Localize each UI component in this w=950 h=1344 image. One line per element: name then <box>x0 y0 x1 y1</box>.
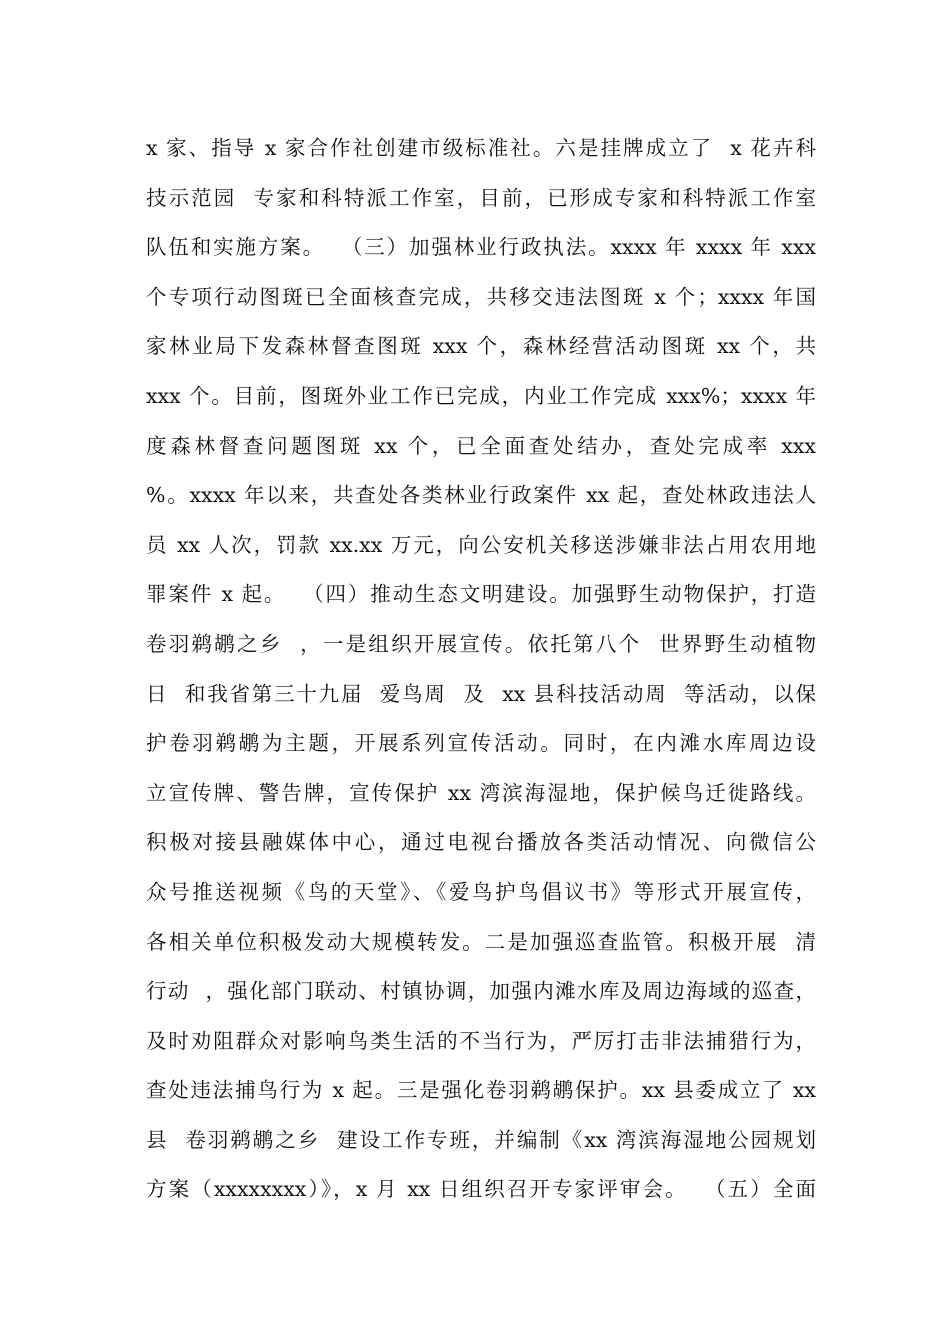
text-line-18: 行动 ，强化部门联动、村镇协调，加强内滩水库及周边海域的巡查， <box>146 979 816 1004</box>
text-line-21: 县 卷羽鹈鹕之乡 建设工作专班，并编制《xx 湾滨海湿地公园规划 <box>146 1127 816 1152</box>
text-line-12: 日 和我省第三十九届 爱鸟周 及 xx 县科技活动周 等活动，以保 <box>146 681 816 706</box>
text-line-8: %。xxxx 年以来，共查处各类林业行政案件 xx 起，查处林政违法人 <box>146 483 816 508</box>
text-line-22: 方案（xxxxxxxx）》，x 月 xx 日组织召开专家评审会。 （五）全面 <box>146 1177 816 1202</box>
text-line-5: 家林业局下发森林督查图斑 xxx 个，森林经营活动图斑 xx 个，共 <box>146 334 816 359</box>
text-line-2: 技示范园 专家和科特派工作室，目前，已形成专家和科特派工作室 <box>146 185 816 210</box>
body-text <box>146 124 816 1215</box>
text-line-17: 各相关单位积极发动大规模转发。二是加强巡查监管。积极开展 清 <box>146 929 816 954</box>
text-line-1: x 家、指导 x 家合作社创建市级标准社。六是挂牌成立了 x 花卉科 <box>146 136 816 160</box>
text-line-15: 积极对接县融媒体中心，通过电视台播放各类活动情况、向微信公 <box>146 830 816 855</box>
text-line-10: 罪案件 x 起。 （四）推动生态文明建设。加强野生动物保护，打造 <box>146 582 816 607</box>
text-line-6: xxx 个。目前，图斑外业工作已完成，内业工作完成 xxx%；xxxx 年 <box>146 383 816 408</box>
text-line-9: 员 xx 人次，罚款 xx.xx 万元，向公安机关移送涉嫌非法占用农用地 <box>146 532 816 557</box>
text-line-13: 护卷羽鹈鹕为主题，开展系列宣传活动。同时，在内滩水库周边设 <box>146 731 816 756</box>
text-line-4: 个专项行动图斑已全面核查完成，共移交违法图斑 x 个；xxxx 年国 <box>146 284 816 309</box>
text-line-7: 度森林督查问题图斑 xx 个，已全面查处结办，查处完成率 xxx <box>146 433 816 458</box>
text-line-3: 队伍和实施方案。 （三）加强林业行政执法。xxxx 年 xxxx 年 xxx <box>146 235 816 260</box>
text-line-20: 查处违法捕鸟行为 x 起。三是强化卷羽鹈鹕保护。xx 县委成立了 xx <box>146 1078 816 1103</box>
text-line-11: 卷羽鹈鹕之乡 ，一是组织开展宣传。依托第八个 世界野生动植物 <box>146 631 816 656</box>
text-line-14: 立宣传牌、警告牌，宣传保护 xx 湾滨海湿地，保护候鸟迁徙路线。 <box>146 780 816 805</box>
text-line-19: 及时劝阻群众对影响鸟类生活的不当行为，严厉打击非法捕猎行为， <box>146 1028 816 1053</box>
text-line-16: 众号推送视频《鸟的天堂》、《爱鸟护鸟倡议书》等形式开展宣传， <box>146 879 816 904</box>
